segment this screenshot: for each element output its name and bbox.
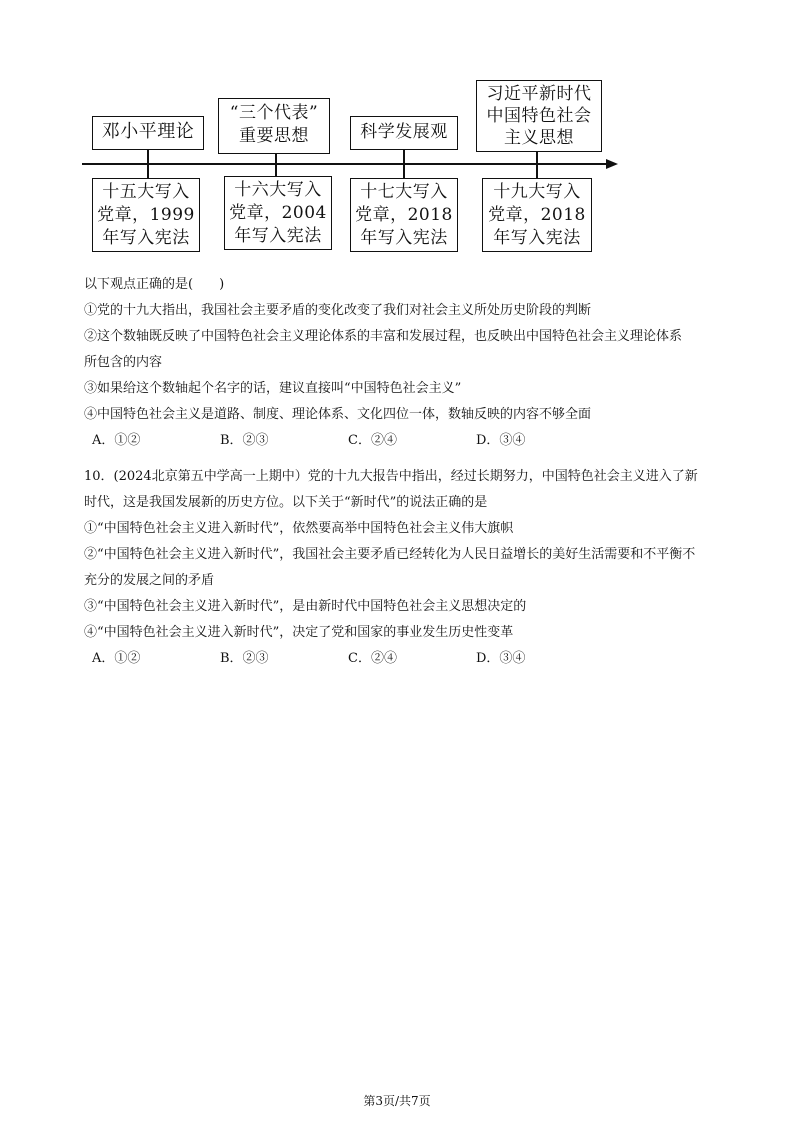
event-box-19th: 十九大写入 党章，2018 年写入宪法 <box>482 178 592 252</box>
tick-1 <box>147 150 149 180</box>
question-stem: 10．(2024北京第五中学高一上期中）党的十九大报告中指出，经过长期努力，中国特色社会主义进入了新 <box>84 469 698 484</box>
question-stem-cont: 时代，这是我国发展新的历史方位。以下关于“新时代”的说法正确的是 <box>84 495 488 510</box>
option-a[interactable]: A．①② <box>92 433 141 448</box>
tick-4 <box>536 152 538 178</box>
statement-2-cont: 充分的发展之间的矛盾 <box>84 573 215 588</box>
statement-4: ④“中国特色社会主义进入新时代”，决定了党和国家的事业发生历史性变革 <box>84 625 514 640</box>
question-9 <box>84 272 734 454</box>
statement-2: ②这个数轴既反映了中国特色社会主义理论体系的丰富和发展过程，也反映出中国特色社会主义理论体系 <box>84 329 683 344</box>
axis-arrow-icon <box>606 159 618 169</box>
question-10 <box>84 464 734 672</box>
timeline-diagram <box>70 78 630 253</box>
theory-box-scientific-outlook: 科学发展观 <box>350 116 458 150</box>
option-d[interactable]: D．③④ <box>476 651 526 666</box>
event-box-15th: 十五大写入 党章，1999 年写入宪法 <box>92 178 200 252</box>
statement-3: ③如果给这个数轴起个名字的话，建议直接叫“中国特色社会主义” <box>84 381 462 396</box>
statement-2-cont: 所包含的内容 <box>84 355 163 370</box>
page-number: 第3页/共7页 <box>363 1094 431 1108</box>
question-stem: 以下观点正确的是( ) <box>84 277 225 292</box>
timeline-axis <box>82 163 610 165</box>
theory-box-xi-thought: 习近平新时代 中国特色社会 主义思想 <box>476 80 602 152</box>
statement-3: ③“中国特色社会主义进入新时代”，是由新时代中国特色社会主义思想决定的 <box>84 599 527 614</box>
tick-3 <box>403 150 405 180</box>
option-d[interactable]: D．③④ <box>476 433 526 448</box>
answer-options <box>84 428 734 454</box>
event-box-17th: 十七大写入 党章，2018 年写入宪法 <box>350 178 458 252</box>
theory-box-deng: 邓小平理论 <box>92 116 204 150</box>
statement-1: ①党的十九大指出，我国社会主要矛盾的变化改变了我们对社会主义所处历史阶段的判断 <box>84 303 592 318</box>
option-c[interactable]: C．②④ <box>348 433 397 448</box>
answer-options <box>84 646 734 672</box>
theory-box-three-represents: “三个代表” 重要思想 <box>218 98 330 154</box>
option-b[interactable]: B．②③ <box>220 433 269 448</box>
option-c[interactable]: C．②④ <box>348 651 397 666</box>
option-b[interactable]: B．②③ <box>220 651 269 666</box>
statement-4: ④中国特色社会主义是道路、制度、理论体系、文化四位一体，数轴反映的内容不够全面 <box>84 407 592 422</box>
event-box-16th: 十六大写入 党章，2004 年写入宪法 <box>224 176 332 250</box>
statement-1: ①“中国特色社会主义进入新时代”，依然要高举中国特色社会主义伟大旗帜 <box>84 521 514 536</box>
statement-2: ②“中国特色社会主义进入新时代”，我国社会主要矛盾已经转化为人民日益增长的美好生活需要和不平衡不 <box>84 547 696 562</box>
tick-2 <box>275 154 277 176</box>
option-a[interactable]: A．①② <box>92 651 141 666</box>
